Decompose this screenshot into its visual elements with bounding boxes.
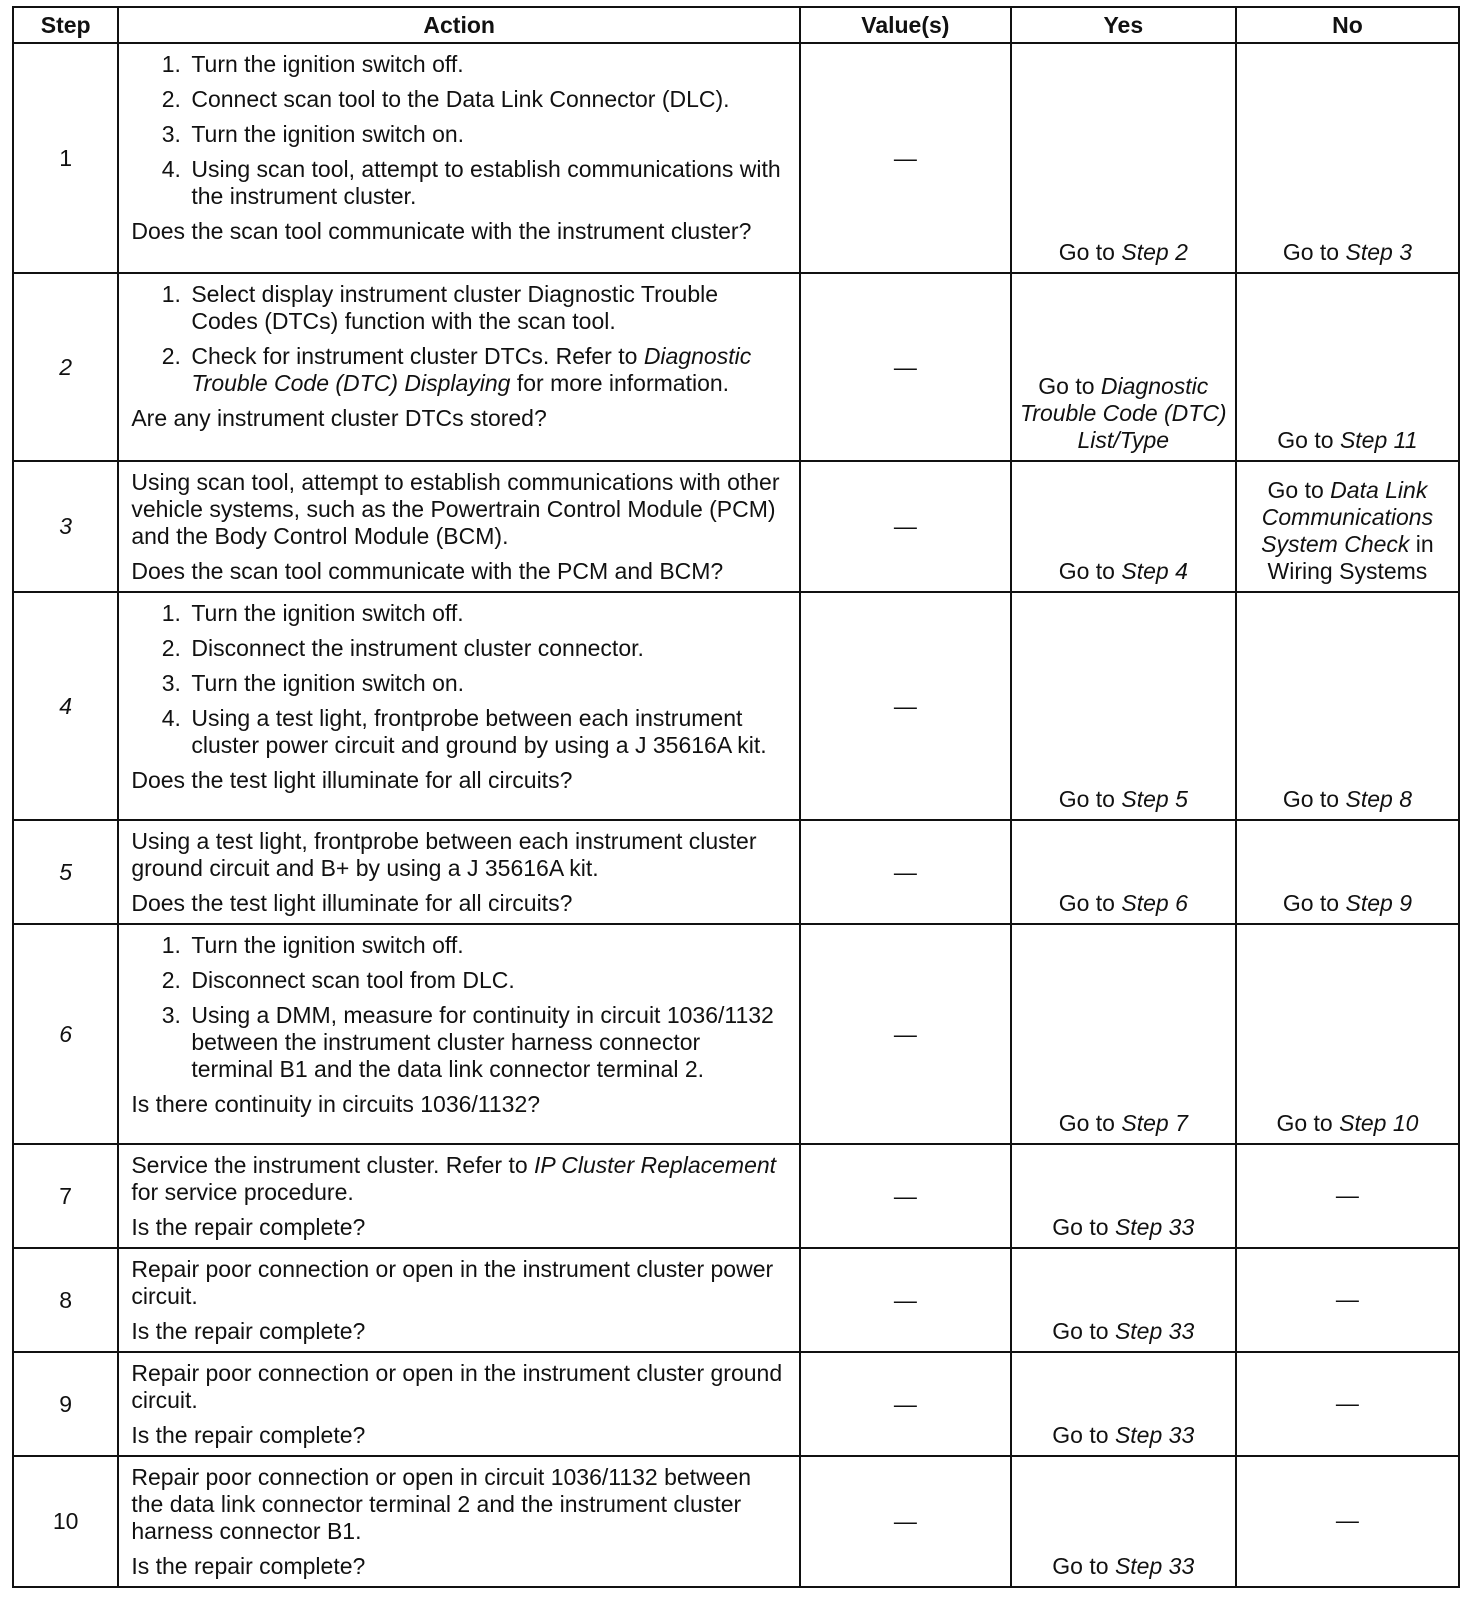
action-step-item: [187, 705, 787, 759]
reference-text: Step 10: [1339, 1110, 1419, 1136]
text-run: Go to: [1058, 558, 1122, 584]
action-step-item: [187, 670, 787, 697]
value-cell: [800, 1248, 1011, 1352]
text-run: Repair poor connection or open in the instrument cluster ground circuit.: [131, 1360, 783, 1413]
action-paragraph: [131, 1360, 787, 1414]
yes-result-cell: [1011, 1144, 1236, 1248]
text-run: —: [1335, 1389, 1359, 1416]
table-row: [13, 592, 1459, 820]
action-cell: [118, 43, 800, 273]
action-cell: [118, 1456, 800, 1587]
action-paragraph: [131, 1256, 787, 1310]
value-cell: [800, 43, 1011, 273]
action-step-item: [187, 156, 787, 210]
reference-text: Step 33: [1114, 1422, 1195, 1448]
text-run: Using a test light, frontprobe between each instrument cluster power circuit and ground by using a J 35616A kit.: [191, 705, 767, 758]
action-paragraph: [131, 1464, 787, 1545]
step-number-cell: [13, 1248, 118, 1352]
step-number: 5: [59, 858, 73, 885]
yes-result-cell: [1011, 461, 1236, 592]
action-step-item: [187, 121, 787, 148]
text-run: Using a test light, frontprobe between each instrument cluster ground circuit and B+ by using a J 35616A kit.: [131, 828, 757, 881]
action-cell: [118, 820, 800, 924]
step-number: 2: [59, 353, 73, 380]
value-cell: [800, 1352, 1011, 1456]
action-cell: [118, 273, 800, 461]
text-run: Go to: [1282, 890, 1346, 916]
reference-text: Step 3: [1345, 239, 1412, 265]
reference-text: Step 2: [1121, 239, 1188, 265]
action-question: Does the scan tool communicate with the instrument cluster?: [131, 218, 752, 244]
action-step-item: [187, 967, 787, 994]
text-run: Service the instrument cluster. Refer to: [131, 1152, 535, 1178]
yes-result-cell: [1011, 924, 1236, 1144]
reference-text: Step 33: [1114, 1214, 1195, 1240]
text-run: Using scan tool, attempt to establish communications with other vehicle systems, such as the Powertrain Control Module (PCM) and the Body Control Module (BCM).: [131, 469, 780, 549]
column-header-values: Value(s): [800, 7, 1011, 43]
text-run: Go to: [1058, 890, 1122, 916]
text-run: Using scan tool, attempt to establish communications with the instrument cluster.: [191, 156, 781, 209]
step-number: 3: [59, 513, 73, 539]
value-text: —: [893, 1508, 917, 1534]
step-number-cell: [13, 924, 118, 1144]
reference-text: Data Link Communications System Check: [1261, 477, 1434, 557]
value-text: —: [893, 513, 917, 539]
text-run: Turn the ignition switch on.: [191, 121, 465, 147]
yes-result-cell: [1011, 273, 1236, 461]
text-run: Go to: [1276, 1110, 1340, 1136]
action-cell: [118, 592, 800, 820]
no-result-cell: [1236, 592, 1459, 820]
step-number-cell: [13, 592, 118, 820]
text-run: Select display instrument cluster Diagnostic Trouble Codes (DTCs) function with the scan tool.: [191, 281, 719, 334]
text-run: Go to: [1038, 373, 1101, 399]
value-cell: [800, 1144, 1011, 1248]
action-cell: [118, 461, 800, 592]
step-number-cell: [13, 1456, 118, 1587]
action-question: Is the repair complete?: [131, 1214, 366, 1240]
action-question: Is there continuity in circuits 1036/1132?: [131, 1091, 541, 1117]
reference-text: IP Cluster Replacement: [534, 1152, 777, 1178]
action-question: Does the scan tool communicate with the PCM and BCM?: [131, 558, 724, 584]
action-paragraph: [131, 469, 787, 550]
text-run: Go to: [1052, 1422, 1115, 1448]
value-cell: [800, 592, 1011, 820]
action-step-item: [187, 51, 787, 78]
text-run: Go to: [1267, 477, 1331, 503]
action-question: Does the test light illuminate for all circuits?: [131, 890, 573, 916]
diagnostic-table-sheet: [12, 6, 1460, 1588]
reference-text: Diagnostic Trouble Code (DTC) List/Type: [1019, 373, 1227, 453]
text-run: Check for instrument cluster DTCs. Refer to: [191, 343, 644, 369]
text-run: Repair poor connection or open in circuit 1036/1132 between the data link connector terminal 2 and the instrument cluster harness connector B1.: [131, 1464, 752, 1544]
text-run: Turn the ignition switch on.: [191, 670, 465, 696]
reference-text: Step 5: [1121, 786, 1188, 812]
text-run: Turn the ignition switch off.: [191, 600, 464, 626]
action-paragraph: [131, 828, 787, 882]
action-cell: [118, 1248, 800, 1352]
reference-text: Step 33: [1114, 1553, 1195, 1579]
value-text: —: [893, 1020, 917, 1047]
table-row: [13, 820, 1459, 924]
text-run: Go to: [1277, 427, 1340, 453]
action-step-item: [187, 600, 787, 627]
step-number: 1: [59, 144, 73, 171]
step-number-cell: [13, 1352, 118, 1456]
step-number: 9: [59, 1390, 73, 1417]
text-run: Go to: [1058, 239, 1122, 265]
step-number: 10: [52, 1508, 79, 1534]
column-header-step: Step: [13, 7, 118, 43]
value-text: —: [893, 1390, 917, 1417]
step-number: 7: [59, 1182, 73, 1209]
text-run: Connect scan tool to the Data Link Connector (DLC).: [191, 86, 730, 112]
text-run: —: [1335, 1507, 1359, 1533]
text-run: for more information.: [510, 370, 730, 396]
action-step-item: [187, 343, 787, 397]
no-result-cell: [1236, 924, 1459, 1144]
value-cell: [800, 273, 1011, 461]
step-number-cell: [13, 461, 118, 592]
table-row: [13, 1144, 1459, 1248]
action-step-list: [131, 281, 787, 397]
no-result-cell: [1236, 1144, 1459, 1248]
action-step-list: [131, 932, 787, 1083]
action-cell: [118, 1352, 800, 1456]
text-run: in Wiring Systems: [1267, 531, 1434, 584]
table-header-row: [13, 7, 1459, 43]
text-run: Go to: [1282, 786, 1346, 812]
yes-result-cell: [1011, 1456, 1236, 1587]
table-row: [13, 1352, 1459, 1456]
step-number-cell: [13, 820, 118, 924]
text-run: Turn the ignition switch off.: [191, 932, 464, 958]
reference-text: Step 8: [1345, 786, 1412, 812]
value-text: —: [893, 1286, 917, 1313]
text-run: Repair poor connection or open in the instrument cluster power circuit.: [131, 1256, 774, 1309]
value-cell: [800, 461, 1011, 592]
value-text: —: [893, 858, 917, 885]
reference-text: Step 33: [1114, 1318, 1195, 1344]
step-number-cell: [13, 43, 118, 273]
no-result-cell: [1236, 1456, 1459, 1587]
reference-text: Step 7: [1121, 1110, 1188, 1136]
action-cell: [118, 924, 800, 1144]
action-step-item: [187, 932, 787, 959]
value-text: —: [893, 353, 917, 380]
text-run: Go to: [1052, 1553, 1115, 1579]
step-number: 8: [59, 1286, 73, 1313]
step-number: 6: [59, 1020, 73, 1047]
action-question: Is the repair complete?: [131, 1422, 366, 1448]
text-run: Using a DMM, measure for continuity in circuit 1036/1132 between the instrument cluster harness connector terminal B1 and the data link connector terminal 2.: [191, 1002, 774, 1082]
action-question: Does the test light illuminate for all circuits?: [131, 767, 573, 793]
table-row: [13, 461, 1459, 592]
action-step-item: [187, 86, 787, 113]
step-number: 4: [59, 692, 73, 719]
value-text: —: [893, 692, 917, 719]
yes-result-cell: [1011, 820, 1236, 924]
text-run: Go to: [1052, 1214, 1115, 1240]
reference-text: Diagnostic Trouble Code (DTC) Displaying: [191, 343, 752, 396]
text-run: for service procedure.: [131, 1179, 354, 1205]
action-question: Is the repair complete?: [131, 1318, 366, 1344]
action-step-list: [131, 51, 787, 210]
text-run: Turn the ignition switch off.: [191, 51, 464, 77]
action-question: Are any instrument cluster DTCs stored?: [131, 405, 547, 431]
yes-result-cell: [1011, 1352, 1236, 1456]
text-run: Go to: [1282, 239, 1346, 265]
step-number-cell: [13, 273, 118, 461]
reference-text: Step 4: [1121, 558, 1188, 584]
action-step-item: [187, 635, 787, 662]
value-cell: [800, 924, 1011, 1144]
no-result-cell: [1236, 1352, 1459, 1456]
step-number-cell: [13, 1144, 118, 1248]
text-run: Disconnect scan tool from DLC.: [191, 967, 515, 993]
no-result-cell: [1236, 43, 1459, 273]
column-header-yes: Yes: [1011, 7, 1236, 43]
yes-result-cell: [1011, 592, 1236, 820]
yes-result-cell: [1011, 43, 1236, 273]
text-run: —: [1335, 1181, 1359, 1208]
text-run: Go to: [1058, 1110, 1122, 1136]
reference-text: Step 11: [1339, 427, 1418, 453]
action-step-item: [187, 281, 787, 335]
table-row: [13, 1456, 1459, 1587]
diagnostic-table: [12, 6, 1460, 1588]
table-body: [13, 43, 1459, 1587]
value-cell: [800, 1456, 1011, 1587]
column-header-no: No: [1236, 7, 1459, 43]
value-cell: [800, 820, 1011, 924]
reference-text: Step 9: [1345, 890, 1412, 916]
no-result-cell: [1236, 1248, 1459, 1352]
action-paragraph: [131, 1152, 787, 1206]
table-row: [13, 1248, 1459, 1352]
table-row: [13, 273, 1459, 461]
action-step-item: [187, 1002, 787, 1083]
column-header-action: Action: [118, 7, 800, 43]
text-run: Go to: [1052, 1318, 1115, 1344]
value-text: —: [893, 1182, 917, 1209]
action-question: Is the repair complete?: [131, 1553, 366, 1579]
text-run: Go to: [1058, 786, 1122, 812]
text-run: Disconnect the instrument cluster connector.: [191, 635, 644, 661]
table-row: [13, 43, 1459, 273]
table-row: [13, 924, 1459, 1144]
no-result-cell: [1236, 273, 1459, 461]
value-text: —: [893, 144, 917, 171]
text-run: —: [1335, 1285, 1359, 1312]
yes-result-cell: [1011, 1248, 1236, 1352]
no-result-cell: [1236, 461, 1459, 592]
reference-text: Step 6: [1121, 890, 1188, 916]
action-cell: [118, 1144, 800, 1248]
no-result-cell: [1236, 820, 1459, 924]
action-step-list: [131, 600, 787, 759]
